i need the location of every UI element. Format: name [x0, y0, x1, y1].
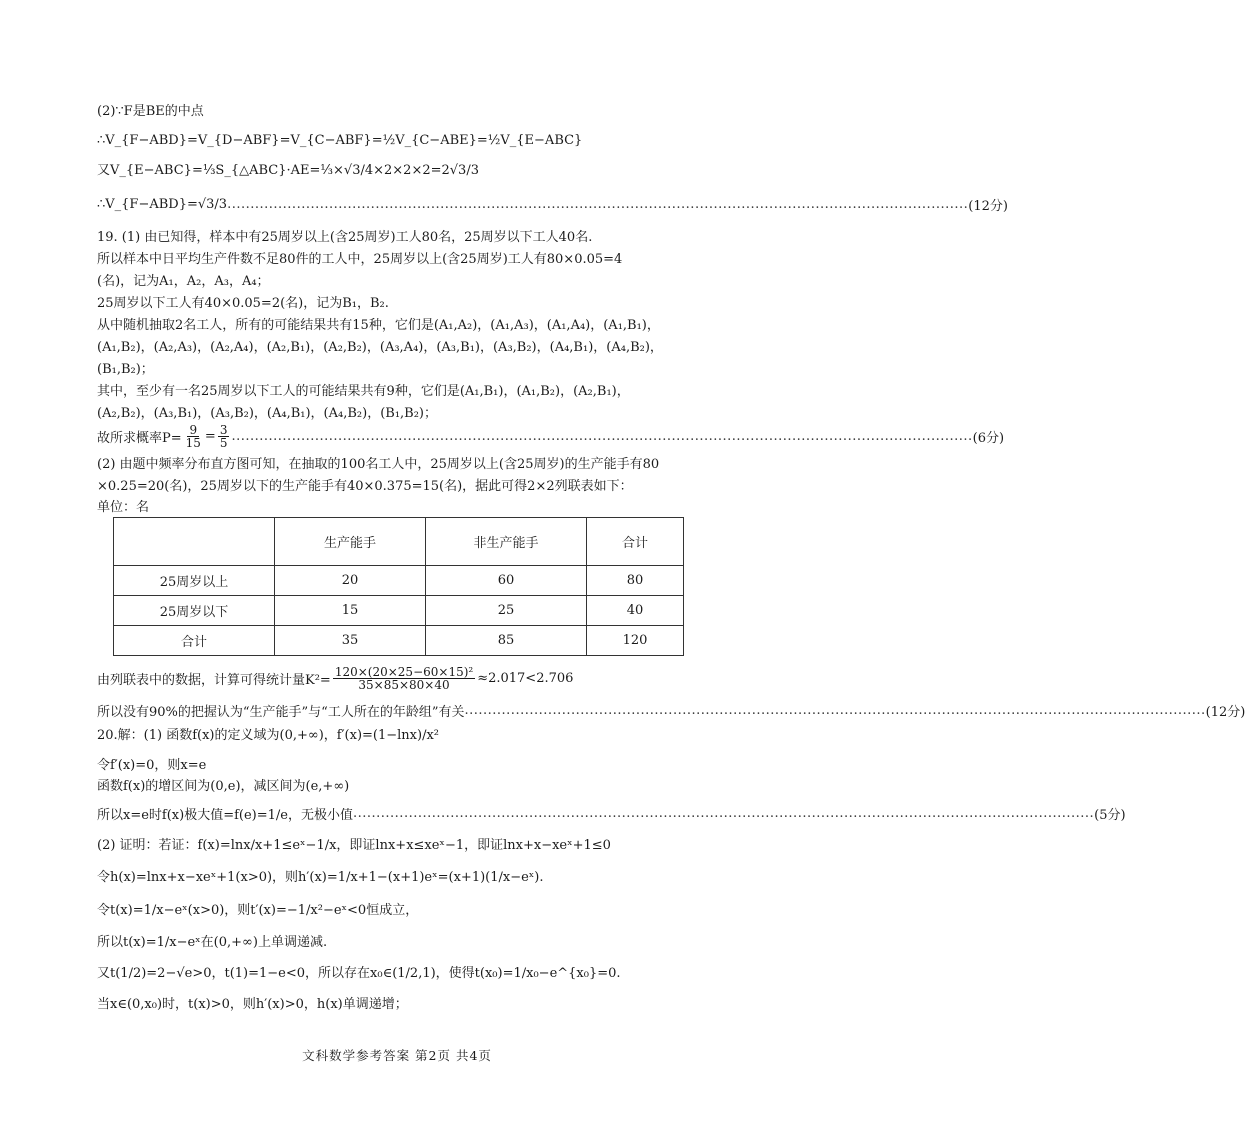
q20-line8: 所以t(x)=1/x−eˣ在(0,+∞)上单调递减. [97, 935, 328, 950]
q19-line3: (名)，记为A₁，A₂，A₃，A₄； [97, 274, 270, 289]
table-row [114, 626, 684, 656]
q20-line10: 当x∈(0,x₀)时，t(x)>0，则h′(x)>0，h(x)单调递增； [97, 997, 408, 1012]
q19-line13: 单位：名 [97, 500, 150, 515]
q20-line4: 所以x=e时f(x)极大值=f(e)=1/e，无极小值 [97, 808, 353, 823]
equals-sign: = [204, 429, 216, 444]
q20-points-1: (5分) [1094, 808, 1126, 823]
q19-points-2: (12分) [1205, 705, 1245, 720]
leader-dots: ................................................................................................................................................................ [227, 197, 969, 212]
q20-line6: 令h(x)=lnx+x−xeˣ+1(x>0)，则h′(x)=1/x+1−(x+1)eˣ=(x+1)(1/x−eˣ). [97, 870, 544, 885]
p18-line2: ∴V_{F−ABD}=V_{D−ABF}=V_{C−ABF}=½V_{C−ABE}=½V_{E−ABC} [97, 133, 583, 148]
q20-line1: 20.解：(1) 函数f(x)的定义域为(0,+∞)，f′(x)=(1−lnx)/x² [97, 728, 439, 743]
page-footer: 文科数学参考答案 第2页 共4页 [302, 1048, 492, 1063]
q19-line7: (B₁,B₂)； [97, 362, 154, 377]
table-cell: 40 [587, 596, 684, 626]
table-header-cell: 生产能手 [275, 518, 426, 566]
q20-line5: (2) 证明：若证：f(x)=lnx/x+1≤eˣ−1/x，即证lnx+x≤xeˣ−1，即证lnx+x−xeˣ+1≤0 [97, 838, 611, 853]
q19-line15-row [97, 701, 1245, 720]
fraction-denominator: 5 [219, 436, 228, 450]
q19-line15: 所以没有90%的把握认为“生产能手”与“工人所在的年龄组”有关 [97, 705, 465, 720]
q19-line11: (2) 由题中频率分布直方图可知，在抽取的100名工人中，25周岁以上(含25周岁)的生产能手有80 [97, 457, 660, 472]
q19-line6: (A₁,B₂)，(A₂,A₃)，(A₂,A₄)，(A₂,B₁)，(A₂,B₂)，(A₃,A₄)，(A₃,B₁)，(A₃,B₂)，(A₄,B₁)，(A₄,B₂)， [97, 340, 663, 355]
table-cell: 25 [426, 596, 587, 626]
leader-dots: ................................................................................................................................................................ [464, 703, 1206, 718]
q19-line1: 19. (1) 由已知得，样本中有25周岁以上(含25周岁)工人80名，25周岁以下工人40名. [97, 230, 593, 245]
q19-line14-suffix: ≈2.017<2.706 [477, 671, 574, 686]
table-cell: 120 [587, 626, 684, 656]
q19-line5: 从中随机抽取2名工人，所有的可能结果共有15种，它们是(A₁,A₂)，(A₁,A₃)，(A₁,A₄)，(A₁,B₁)， [97, 318, 660, 333]
q19-line8: 其中，至少有一名25周岁以下工人的可能结果共有9种，它们是(A₁,B₁)，(A₁,B₂)，(A₂,B₁)， [97, 384, 630, 399]
table-cell: 25周岁以上 [114, 566, 275, 596]
table-header-cell: 合计 [587, 518, 684, 566]
table-cell: 15 [275, 596, 426, 626]
fraction-numerator: 9 [189, 423, 198, 437]
table-cell: 60 [426, 566, 587, 596]
fraction-numerator: 3 [219, 423, 228, 437]
table-row [114, 566, 684, 596]
table-row [114, 596, 684, 626]
q19-line14-row [97, 666, 695, 691]
q20-line4-row [97, 804, 1126, 823]
fraction-numerator: 120×(20×25−60×15)² [334, 665, 474, 679]
table-cell: 80 [587, 566, 684, 596]
q19-points-1: (6分) [972, 431, 1005, 446]
q19-line2: 所以样本中日平均生产件数不足80件的工人中，25周岁以上(含25周岁)工人有80×0.05=4 [97, 252, 623, 267]
q19-line4: 25周岁以下工人有40×0.05=2(名)，记为B₁，B₂. [97, 296, 389, 311]
contingency-table [113, 517, 684, 656]
q19-line14-prefix: 由列联表中的数据，计算可得统计量K²= [97, 673, 331, 688]
fraction-denominator: 15 [185, 436, 201, 450]
fraction-denominator: 35×85×80×40 [358, 678, 450, 692]
table-cell: 25周岁以下 [114, 596, 275, 626]
table-header-cell [114, 518, 275, 566]
table-header-row [114, 518, 684, 566]
leader-dots: ................................................................................................................................................................ [352, 806, 1095, 821]
q19-line9: (A₂,B₂)，(A₃,B₁)，(A₃,B₂)，(A₄,B₁)，(A₄,B₂)，(B₁,B₂)； [97, 406, 438, 421]
table-cell: 20 [275, 566, 426, 596]
q19-line10-prefix: 故所求概率P= [97, 431, 182, 446]
fraction-9-15 [184, 424, 203, 449]
table-cell: 35 [275, 626, 426, 656]
q20-line3: 函数f(x)的增区间为(0,e)，减区间为(e,+∞) [97, 779, 350, 794]
k-squared-fraction [333, 666, 475, 691]
table-header-cell: 非生产能手 [426, 518, 587, 566]
leader-dots: ................................................................................................................................................................ [231, 429, 973, 444]
p18-points: (12分) [968, 199, 1008, 214]
p18-line1: (2)∵F是BE的中点 [97, 104, 204, 119]
q19-line12: ×0.25=20(名)，25周岁以下的生产能手有40×0.375=15(名)，据此可得2×2列联表如下： [97, 479, 633, 494]
q20-line9: 又t(1/2)=2−√e>0，t(1)=1−e<0，所以存在x₀∈(1/2,1)，使得t(x₀)=1/x₀−e^{x₀}=0. [97, 966, 621, 981]
q19-line10-row [97, 423, 1005, 450]
q20-line7: 令t(x)=1/x−eˣ(x>0)，则t′(x)=−1/x²−eˣ<0恒成立， [97, 903, 419, 918]
table-cell: 合计 [114, 626, 275, 656]
fraction-3-5 [218, 424, 230, 449]
table-cell: 85 [426, 626, 587, 656]
p18-line4-row [97, 195, 1008, 214]
p18-line3: 又V_{E−ABC}=⅓S_{△ABC}·AE=⅓×√3/4×2×2×2=2√3/3 [97, 163, 479, 178]
q20-line2: 令f′(x)=0，则x=e [97, 758, 207, 773]
p18-line4: ∴V_{F−ABD}=√3/3 [97, 197, 228, 212]
